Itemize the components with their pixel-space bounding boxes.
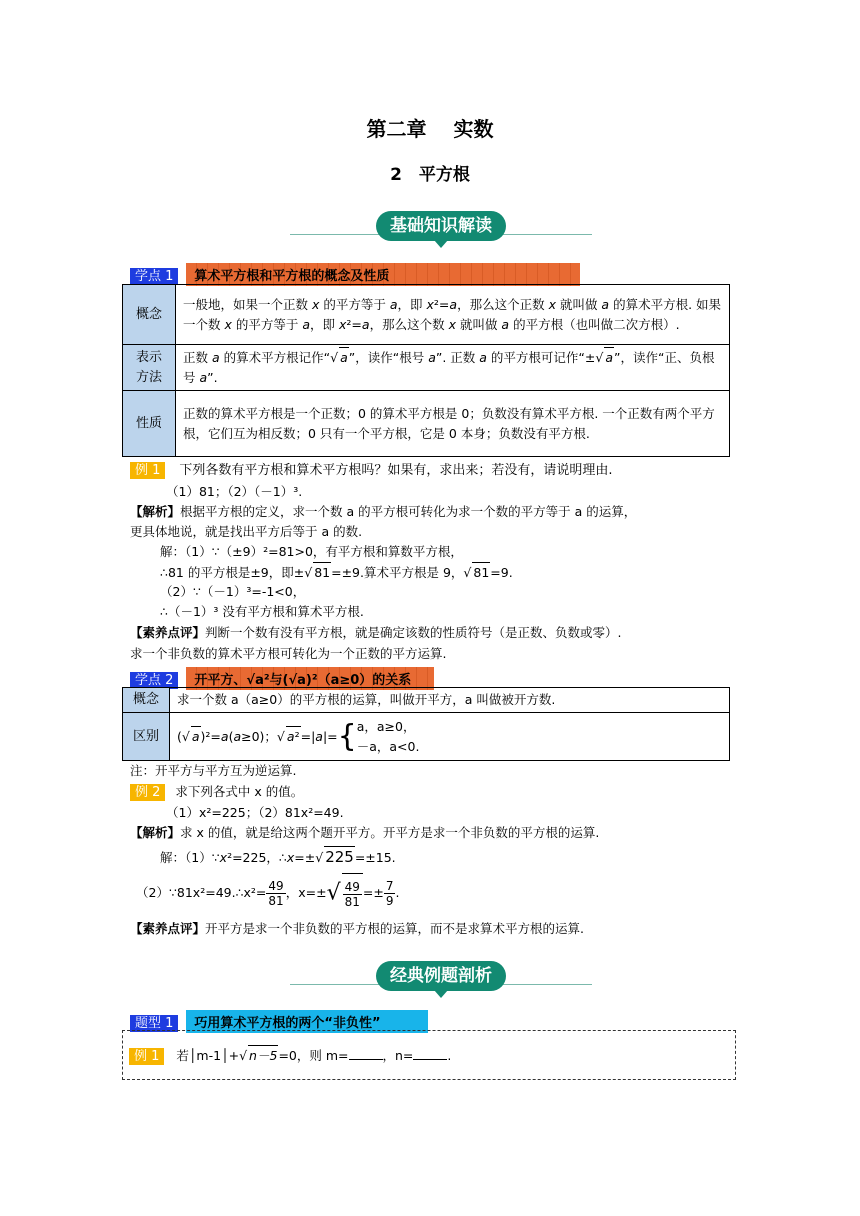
- row-text: 一般地，如果一个正数 x 的平方等于 a，即 x²=a，那么这个正数 x 就叫做 a 的算术平方根. 如果一个数 x 的平方等于 a，即 x²=a，那么这个数 x 就叫做 a 的平方根（也叫做二次方根）.: [176, 285, 730, 345]
- answer-blank-n[interactable]: [413, 1047, 447, 1060]
- point1-header: [130, 263, 580, 286]
- example1-question-line: [130, 460, 613, 481]
- example2-question-line: [130, 782, 303, 803]
- example2-analysis: 【解析】求 x 的值，就是给这两个题开平方。开平方是求一个非负数的平方根的运算.: [130, 825, 600, 840]
- example1-review-2: 求一个非负数的算术平方根可转化为一个正数的平方运算.: [130, 646, 447, 661]
- chapter-title: 第二章 实数: [366, 117, 494, 141]
- example-tag: 例 1: [130, 462, 165, 479]
- row-label: 概念: [123, 688, 170, 713]
- example2-review: 【素养点评】开平方是求一个非负数的平方根的运算，而不是求算术平方根的运算.: [130, 921, 584, 936]
- row-text: 正数的算术平方根是一个正数；0 的算术平方根是 0；负数没有算术平方根. 一个正数有两个平方根，它们互为相反数；0 只有一个平方根，它是 0 本身；负数没有平方根.: [176, 391, 730, 457]
- banner-basic-knowledge: [290, 207, 592, 251]
- example1-solution-2: ∴81 的平方根是±9，即±√ 81=±9.算术平方根是 9，√ 81=9.: [160, 562, 513, 583]
- point-tag: 学点 1: [130, 268, 178, 285]
- row-text: 正数 a 的算术平方根记作“√ a”，读作“根号 a”. 正数 a 的平方根可记作“±√ a”，读作“正、负根号 a”.: [176, 345, 730, 391]
- case-negative: －a，a<0.: [356, 738, 420, 754]
- point-heading: 算术平方根和平方根的概念及性质: [186, 263, 580, 286]
- example1-analysis-1: 【解析】根据平方根的定义，求一个数 a 的平方根可转化为求一个数的平方等于 a 的运算，: [130, 504, 637, 519]
- example2-solution-1: 解：（1）∵x²=225，∴x=±√ 225=±15.: [160, 848, 396, 866]
- point-tag: 学点 2: [130, 672, 178, 689]
- example1-solution-1: 解：（1）∵（±9）²=81>0，有平方根和算数平方根，: [160, 544, 463, 559]
- row-label: 概念: [123, 285, 176, 345]
- example-question: 下列各数有平方根和算术平方根吗？如果有，求出来；若没有，请说明理由.: [179, 463, 613, 478]
- example-tag: 例 1: [129, 1048, 164, 1065]
- example1-review-1: 【素养点评】判断一个数有没有平方根，就是确定该数的性质符号（是正数、负数或零）.: [130, 625, 622, 640]
- row-label: 区别: [123, 713, 170, 761]
- exercise-box: [122, 1030, 736, 1080]
- banner-label: 经典例题剖析: [376, 961, 506, 991]
- note: 注：开平方与平方互为逆运算.: [130, 763, 297, 778]
- type-tag: 题型 1: [130, 1015, 178, 1032]
- example1-solution-3: （2）∵（－1）³=-1<0，: [160, 584, 306, 599]
- example-tag: 例 2: [130, 784, 165, 801]
- concept-table-1: [122, 284, 730, 457]
- row-text: 求一个数 a（a≥0）的平方根的运算，叫做开平方，a 叫做被开方数.: [170, 688, 730, 713]
- row-label: 性质: [123, 391, 176, 457]
- example1-analysis-2: 更具体地说，就是找出平方后等于 a 的数.: [130, 524, 363, 539]
- example-question: 求下列各式中 x 的值。: [175, 784, 304, 799]
- banner-classic-examples: [290, 957, 592, 1001]
- case-positive: a，a≥0，: [356, 718, 416, 734]
- type-heading: 巧用算术平方根的两个“非负性”: [186, 1010, 428, 1033]
- point-heading: 开平方、√a²与(√a)²（a≥0）的关系: [186, 667, 434, 690]
- example2-solution-2: （2）∵81x²=49.∴x²= $\frac{49}{81}$ ，x=±√ $\frac{49}{81}$ =± $\frac{7}{9}$ .: [136, 873, 399, 914]
- banner-label: 基础知识解读: [376, 211, 506, 241]
- example1-items: （1）81；（2）（－1）³.: [166, 484, 303, 499]
- section-title: 2 平方根: [390, 165, 470, 185]
- example2-items: （1）x²=225；（2）81x²=49.: [166, 805, 344, 820]
- row-text: (√ a)²=a(a≥0)；√ a²=|a|={a，a≥0， －a，a<0.: [170, 713, 730, 761]
- exercise-line: 例 1 若│m-1│+√ n－5=0，则 m= ，n= .: [129, 1045, 451, 1067]
- answer-blank-m[interactable]: [349, 1047, 383, 1060]
- example1-solution-4: ∴（－1）³ 没有平方根和算术平方根.: [160, 604, 364, 619]
- concept-table-2: [122, 687, 730, 761]
- row-label: 表示 方法: [123, 345, 176, 391]
